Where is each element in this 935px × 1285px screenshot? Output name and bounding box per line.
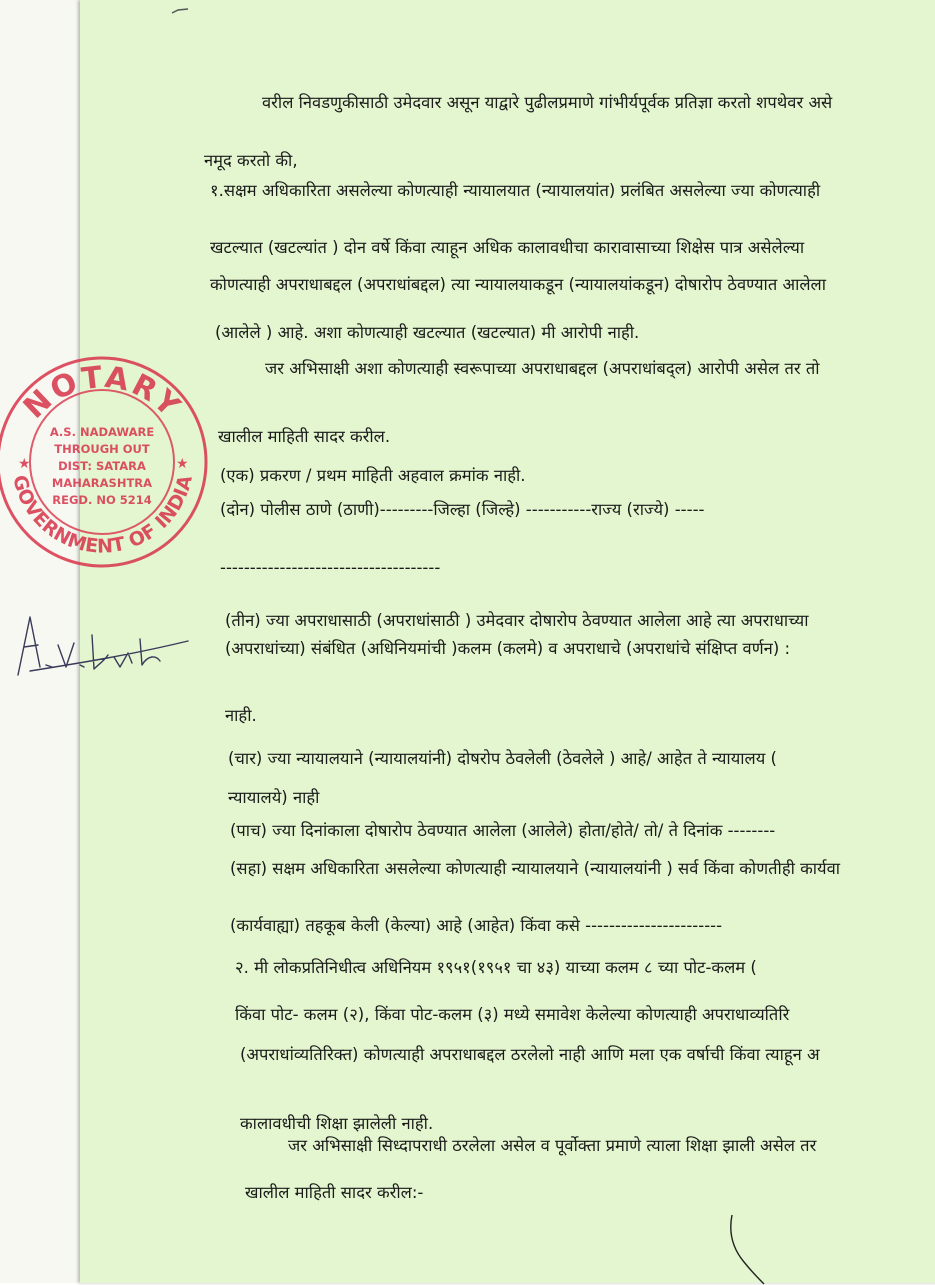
tick-mark [170, 6, 190, 18]
doc-line-3: १.सक्षम अधिकारिता असलेल्या कोणत्याही न्यायालयात (न्यायालयांत) प्रलंबित असलेल्या ज्या कोणत्याही [210, 181, 821, 200]
doc-line-12: (तीन) ज्या अपराधासाठी (अपराधांसाठी ) उमेदवार दोषारोप ठेवण्यात आलेला आहे त्या अपराधाच्या [225, 611, 809, 630]
pen-stroke-mark [720, 1210, 780, 1285]
doc-line-1: वरील निवडणुकीसाठी उमेदवार असून याद्वारे पुढीलप्रमाणे गांभीर्यपूर्वक प्रतिज्ञा करतो शपथेवर असे [262, 93, 833, 112]
doc-line-19: (कार्यवाह्या) तहकूब केली (केल्या) आहे (आहेत) किंवा कसे ----------------------- [230, 916, 723, 935]
doc-line-22: (अपराधांव्यतिरिक्त) कोणत्याही अपराधाबद्दल ठरलेलो नाही आणि मला एक वर्षाची किंवा त्याहून अ [240, 1045, 820, 1064]
doc-line-14: नाही. [225, 706, 257, 725]
stamp-inner-line-3: DIST: SATARA [58, 459, 146, 473]
doc-line-13: (अपराधांच्या) संबंधित (अधिनियमांची )कलम (कलमे) व अपराधाचे (अपराधांचे संक्षिप्त वर्णन) : [225, 639, 791, 658]
doc-line-18: (सहा) सक्षम अधिकारिता असलेल्या कोणत्याही न्यायालयाने (न्यायालयांनी ) सर्व किंवा कोणतीही कार्यवा [230, 859, 841, 878]
doc-line-24: जर अभिसाक्षी सिध्दापराधी ठरलेला असेल व पूर्वोक्ता प्रमाणे त्याला शिक्षा झाली असेल तर [288, 1136, 817, 1155]
doc-line-4: खटल्यात (खटल्यांत ) दोन वर्षे किंवा त्याहून अधिक कालावधीचा कारावासाच्या शिक्षेस पात्र असेलेल्या [210, 238, 805, 257]
doc-line-20: २. मी लोकप्रतिनिधीत्व अधिनियम १९५१(१९५१ चा ४३) याच्या कलम ८ च्या पोट-कलम ( [235, 958, 757, 977]
handwritten-signature [10, 605, 190, 685]
doc-line-2: नमूद करतो की, [204, 151, 298, 170]
stamp-inner-line-2: THROUGH OUT [54, 442, 150, 456]
doc-line-16: न्यायालये) नाही [228, 788, 320, 807]
stamp-star-left: ★ [18, 456, 31, 472]
doc-line-25: खालील माहिती सादर करील:- [245, 1183, 424, 1202]
stamp-inner-line-5: REGD. NO 5214 [52, 493, 152, 507]
doc-line-17: (पाच) ज्या दिनांकाला दोषारोप ठेवण्यात आलेला (आलेले) होता/होते/ तो/ ते दिनांक -------- [230, 821, 776, 840]
stamp-star-right: ★ [176, 456, 189, 472]
stamp-inner-line-4: MAHARASHTRA [51, 476, 153, 490]
doc-line-8: खालील माहिती सादर करील. [218, 427, 391, 446]
notary-stamp [0, 350, 215, 575]
doc-line-11: ------------------------------------- [220, 558, 441, 577]
stamp-top-text: NOTARY [16, 359, 189, 426]
affidavit-page [80, 0, 935, 1283]
svg-text:NOTARY [17, 360, 188, 426]
doc-line-5: कोणत्याही अपराधाबद्दल (अपराधांबद्दल) त्या न्यायालयाकडून (न्यायालयांकडून) दोषारोप ठेवण्यात आलेला [210, 275, 826, 294]
doc-line-23: कालावधीची शिक्षा झालेली नाही. [240, 1114, 434, 1133]
doc-line-7: जर अभिसाक्षी अशा कोणत्याही स्वरूपाच्या अपराधाबद्दल (अपराधांबद्ल) आरोपी असेल तर तो [265, 359, 820, 378]
doc-line-6: (आलेले ) आहे. अशा कोणत्याही खटल्यात (खटल्यात) मी आरोपी नाही. [215, 323, 640, 342]
doc-line-21: किंवा पोट- कलम (२), किंवा पोट-कलम (३) मध्ये समावेश केलेल्या कोणत्याही अपराधाव्यतिरि [235, 1005, 790, 1024]
stamp-bottom-text: GOVERNMENT OF INDIA [8, 472, 197, 558]
doc-line-9: (एक) प्रकरण / प्रथम माहिती अहवाल क्रमांक नाही. [220, 466, 526, 485]
doc-line-15: (चार) ज्या न्यायालयाने (न्यायालयांनी) दोषरोप ठेवलेली (ठेवलेले ) आहे/ आहेत ते न्यायालय ( [228, 749, 777, 768]
doc-line-10: (दोन) पोलीस ठाणे (ठाणी)---------जिल्हा (जिल्हे) -----------राज्य (राज्ये) ----- [220, 500, 705, 519]
stamp-inner-line-1: A.S. NADAWARE [49, 425, 155, 439]
